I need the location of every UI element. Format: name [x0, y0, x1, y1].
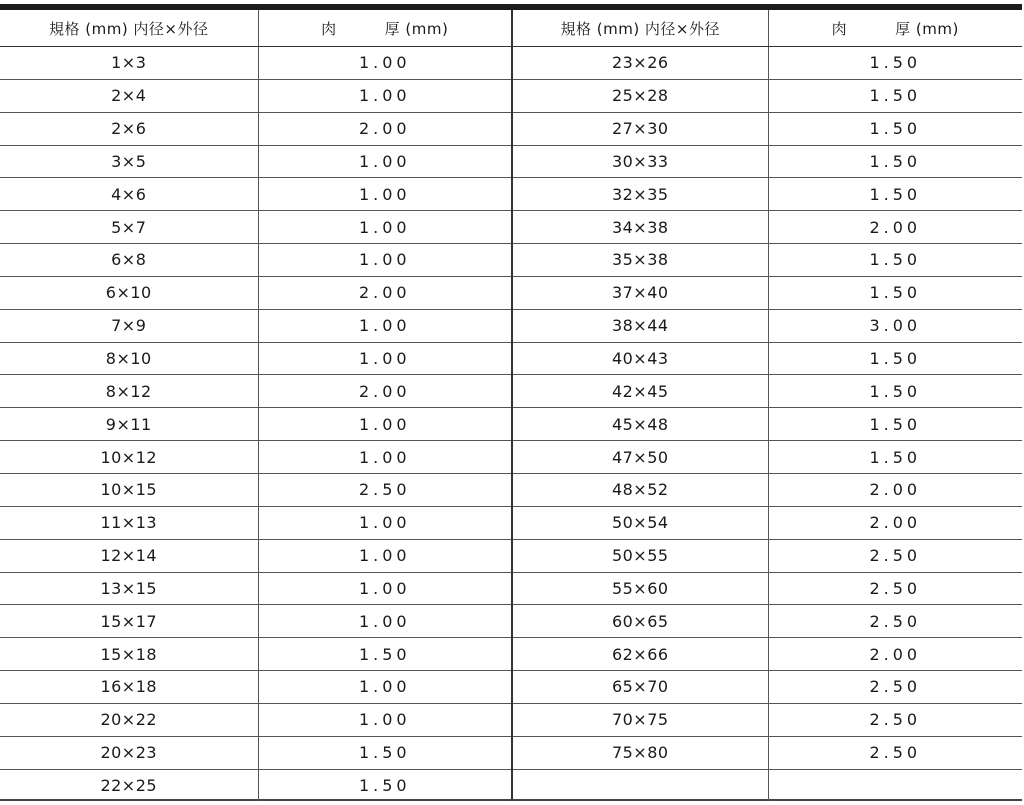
table-row: [0, 441, 1022, 474]
cell-size-right: 47×50: [512, 441, 768, 474]
spec-table: [0, 10, 1022, 801]
cell-thickness-right: 1.50: [768, 79, 1022, 112]
cell-thickness-right: 2.00: [768, 473, 1022, 506]
header-thickness-label-a: 肉: [831, 19, 848, 38]
cell-size-right: 48×52: [512, 473, 768, 506]
cell-size-left: 13×15: [0, 572, 258, 605]
header-size-right: 規格 (mm) 内径×外径: [512, 10, 768, 47]
cell-thickness-right: 1.50: [768, 276, 1022, 309]
cell-thickness-right: 1.50: [768, 145, 1022, 178]
cell-size-right: 50×55: [512, 539, 768, 572]
cell-thickness-left: 1.00: [258, 211, 512, 244]
cell-thickness-right: 1.50: [768, 441, 1022, 474]
cell-size-right: 42×45: [512, 375, 768, 408]
table-row: [0, 276, 1022, 309]
cell-thickness-right: 2.50: [768, 605, 1022, 638]
cell-size-right: 55×60: [512, 572, 768, 605]
cell-thickness-left: 1.50: [258, 638, 512, 671]
cell-size-right: 34×38: [512, 211, 768, 244]
cell-size-right: 50×54: [512, 506, 768, 539]
cell-size-left: 8×12: [0, 375, 258, 408]
cell-thickness-right: 2.50: [768, 703, 1022, 736]
table-row: [0, 605, 1022, 638]
cell-size-left: 12×14: [0, 539, 258, 572]
cell-size-right: 27×30: [512, 112, 768, 145]
cell-size-right: 23×26: [512, 47, 768, 80]
cell-thickness-left: 1.00: [258, 47, 512, 80]
cell-size-left: 1×3: [0, 47, 258, 80]
cell-thickness-right: 1.50: [768, 47, 1022, 80]
cell-size-left: 10×15: [0, 473, 258, 506]
table-row: [0, 112, 1022, 145]
cell-size-left: 15×18: [0, 638, 258, 671]
cell-thickness-left: 1.00: [258, 145, 512, 178]
cell-thickness-left: 2.00: [258, 112, 512, 145]
cell-thickness-left: 2.00: [258, 276, 512, 309]
table-row: [0, 638, 1022, 671]
header-thickness-right: [768, 10, 1022, 47]
cell-size-left: 11×13: [0, 506, 258, 539]
cell-thickness-right: 1.50: [768, 178, 1022, 211]
cell-thickness-left: 1.00: [258, 178, 512, 211]
cell-thickness-right: 2.50: [768, 736, 1022, 769]
cell-size-right: 37×40: [512, 276, 768, 309]
table-row: [0, 244, 1022, 277]
cell-thickness-right: 2.50: [768, 572, 1022, 605]
cell-size-left: 5×7: [0, 211, 258, 244]
cell-size-right: 65×70: [512, 671, 768, 704]
table-row: [0, 211, 1022, 244]
cell-thickness-left: 1.00: [258, 342, 512, 375]
cell-thickness-left: 2.50: [258, 473, 512, 506]
cell-size-left: 2×6: [0, 112, 258, 145]
cell-size-right: [512, 769, 768, 801]
table-row: [0, 736, 1022, 769]
cell-size-left: 8×10: [0, 342, 258, 375]
table-row: [0, 47, 1022, 80]
table-body: [0, 47, 1022, 802]
cell-thickness-right: 1.50: [768, 408, 1022, 441]
cell-size-left: 10×12: [0, 441, 258, 474]
cell-thickness-right: 2.50: [768, 539, 1022, 572]
table-row: [0, 375, 1022, 408]
cell-size-left: 4×6: [0, 178, 258, 211]
header-thickness-label-b: 厚 (mm): [384, 19, 449, 38]
table-row: [0, 473, 1022, 506]
cell-thickness-right: 2.00: [768, 506, 1022, 539]
cell-size-right: 32×35: [512, 178, 768, 211]
header-thickness-left: [258, 10, 512, 47]
cell-size-left: 9×11: [0, 408, 258, 441]
header-size-left: 規格 (mm) 内径×外径: [0, 10, 258, 47]
cell-size-right: 75×80: [512, 736, 768, 769]
cell-size-left: 15×17: [0, 605, 258, 638]
cell-size-left: 16×18: [0, 671, 258, 704]
cell-size-left: 6×10: [0, 276, 258, 309]
table-row: [0, 539, 1022, 572]
cell-size-left: 3×5: [0, 145, 258, 178]
table-row: [0, 145, 1022, 178]
cell-size-right: 40×43: [512, 342, 768, 375]
table-row: [0, 671, 1022, 704]
cell-thickness-right: 1.50: [768, 112, 1022, 145]
cell-size-left: 7×9: [0, 309, 258, 342]
table-row: [0, 309, 1022, 342]
table-header-row: [0, 10, 1022, 47]
cell-thickness-right: 1.50: [768, 375, 1022, 408]
header-thickness-label-a: 肉: [321, 19, 337, 38]
cell-thickness-left: 1.00: [258, 79, 512, 112]
spec-table-sheet: [0, 4, 1022, 801]
cell-thickness-left: 1.50: [258, 769, 512, 801]
cell-thickness-left: 1.00: [258, 309, 512, 342]
cell-size-left: 6×8: [0, 244, 258, 277]
cell-thickness-left: 1.00: [258, 244, 512, 277]
cell-thickness-right: 1.50: [768, 244, 1022, 277]
table-row: [0, 703, 1022, 736]
cell-size-right: 45×48: [512, 408, 768, 441]
cell-thickness-left: 1.00: [258, 539, 512, 572]
cell-thickness-right: 3.00: [768, 309, 1022, 342]
table-row: [0, 506, 1022, 539]
cell-thickness-left: 1.50: [258, 736, 512, 769]
cell-size-right: 38×44: [512, 309, 768, 342]
cell-size-left: 20×22: [0, 703, 258, 736]
cell-size-right: 70×75: [512, 703, 768, 736]
cell-thickness-left: 1.00: [258, 506, 512, 539]
cell-thickness-right: 2.50: [768, 671, 1022, 704]
cell-thickness-left: 1.00: [258, 703, 512, 736]
cell-thickness-left: 1.00: [258, 441, 512, 474]
cell-thickness-left: 1.00: [258, 671, 512, 704]
cell-thickness-right: 1.50: [768, 342, 1022, 375]
cell-size-right: 60×65: [512, 605, 768, 638]
cell-size-left: 20×23: [0, 736, 258, 769]
table-row: [0, 769, 1022, 801]
cell-size-right: 35×38: [512, 244, 768, 277]
cell-thickness-left: 1.00: [258, 408, 512, 441]
cell-size-right: 30×33: [512, 145, 768, 178]
table-row: [0, 79, 1022, 112]
table-row: [0, 572, 1022, 605]
cell-size-right: 62×66: [512, 638, 768, 671]
cell-thickness-left: 2.00: [258, 375, 512, 408]
cell-size-left: 22×25: [0, 769, 258, 801]
cell-thickness-left: 1.00: [258, 605, 512, 638]
cell-thickness-right: 2.00: [768, 211, 1022, 244]
cell-thickness-right: 2.00: [768, 638, 1022, 671]
cell-thickness-right: [768, 769, 1022, 801]
cell-size-right: 25×28: [512, 79, 768, 112]
table-row: [0, 178, 1022, 211]
table-row: [0, 342, 1022, 375]
table-row: [0, 408, 1022, 441]
header-thickness-label-b: 厚 (mm): [895, 19, 959, 38]
cell-thickness-left: 1.00: [258, 572, 512, 605]
cell-size-left: 2×4: [0, 79, 258, 112]
